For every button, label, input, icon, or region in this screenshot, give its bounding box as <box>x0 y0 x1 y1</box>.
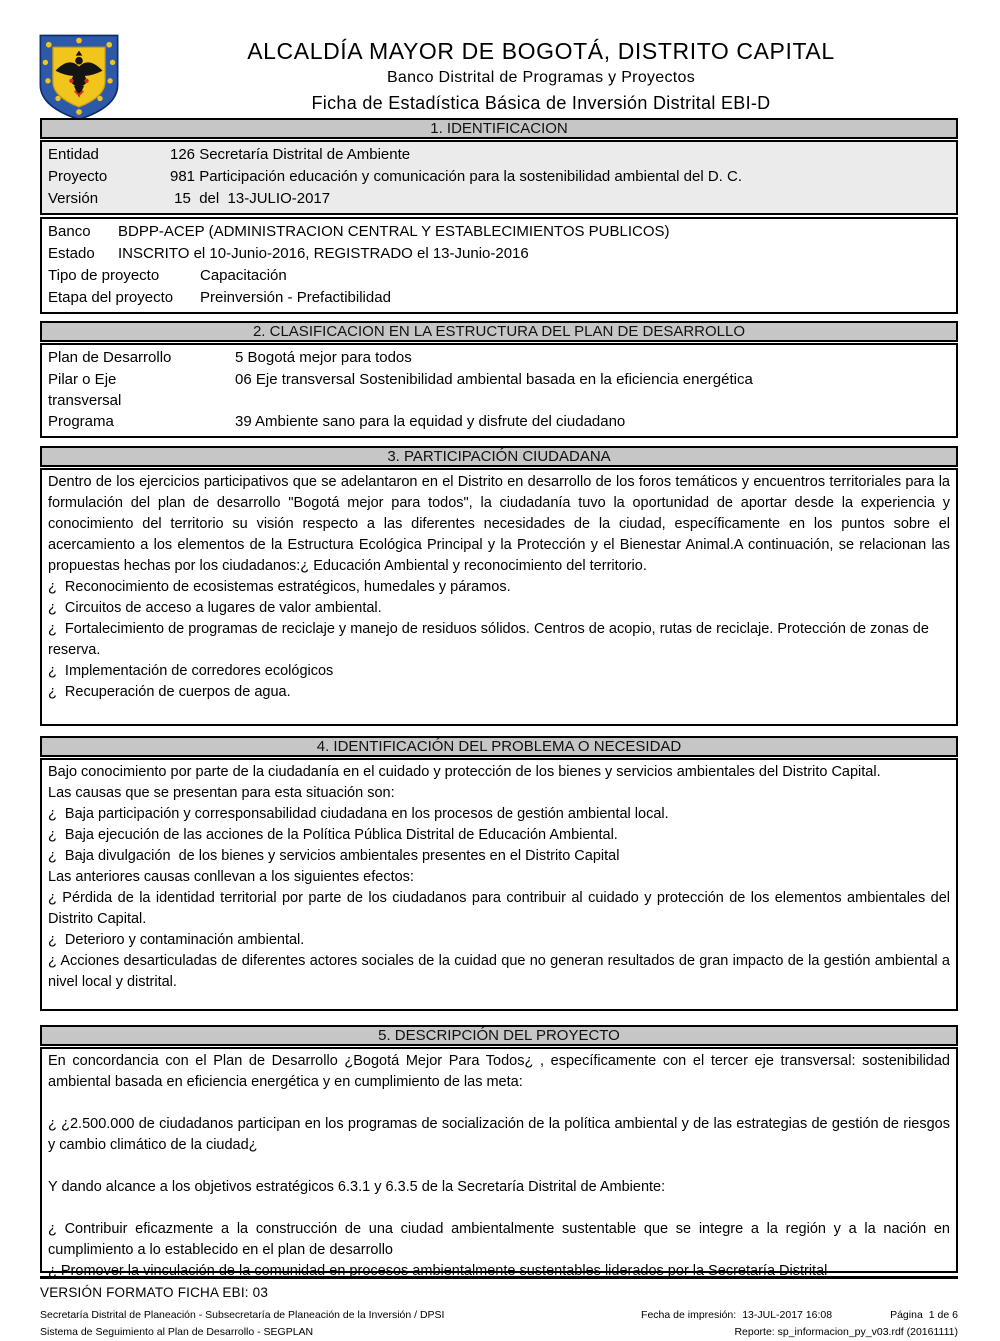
version-value: 15 del 13-JULIO-2017 <box>170 190 331 207</box>
entidad-value: 126 Secretaría Distrital de Ambiente <box>170 146 411 163</box>
programa-value: 39 Ambiente sano para la equidad y disfrute del ciudadano <box>235 413 626 430</box>
section-3-header-bar: 3. PARTICIPACIÓN CIUDADANA <box>40 446 958 467</box>
participacion-item: ¿ Recuperación de cuerpos de agua. <box>48 684 291 700</box>
estado-value: INSCRITO el 10-Junio-2016, REGISTRADO el 13-Junio-2016 <box>118 245 529 262</box>
footer-right <box>641 1307 958 1341</box>
print-date-label: Fecha de impresión: <box>641 1309 737 1321</box>
footer-print-line <box>641 1307 958 1324</box>
footer-report-line: Reporte: sp_informacion_py_v03.rdf (20161111) <box>734 1326 958 1338</box>
programa-label: Programa <box>48 413 114 430</box>
footer-meta <box>40 1307 958 1341</box>
entidad-label: Entidad <box>48 146 99 163</box>
estado-row <box>48 243 950 265</box>
tipo-proyecto-value: Capacitación <box>200 267 287 284</box>
descripcion-box <box>40 1047 958 1279</box>
problema-line: Las anteriores causas conllevan a los siguientes efectos: <box>48 869 414 885</box>
proyecto-value: 981 Participación educación y comunicación para la sostenibilidad ambiental del D. C. <box>170 168 742 185</box>
document-body <box>40 118 958 1341</box>
proyecto-row <box>48 166 950 188</box>
section-4-header-bar: 4. IDENTIFICACIÓN DEL PROBLEMA O NECESIDAD <box>40 736 958 757</box>
version-label: Versión <box>48 190 99 207</box>
document-header <box>122 38 960 114</box>
section-2-header-bar: 2. CLASIFICACION EN LA ESTRUCTURA DEL PLAN DE DESARROLLO <box>40 321 958 342</box>
format-version: VERSIÓN FORMATO FICHA EBI: 03 <box>40 1285 269 1300</box>
pilar-eje-value: 06 Eje transversal Sostenibilidad ambiental basada en la eficiencia energética <box>235 371 753 388</box>
etapa-proyecto-value: Preinversión - Prefactibilidad <box>200 289 391 306</box>
descripcion-paragraph: ¿ ¿2.500.000 de ciudadanos participan en los programas de socialización de la política ambiental y de las estrategias de gestión de riesgos y cambio climático de la ciudad¿ <box>48 1116 950 1153</box>
org-title: ALCALDÍA MAYOR DE BOGOTÁ, DISTRITO CAPITAL <box>247 38 835 64</box>
participacion-box <box>40 468 958 726</box>
problema-line: Las causas que se presentan para esta situación son: <box>48 785 395 801</box>
problema-box <box>40 758 958 1011</box>
identification-bottom-box <box>40 217 958 314</box>
program-bank-subtitle: Banco Distrital de Programas y Proyectos <box>386 69 696 86</box>
problema-line: ¿ Baja participación y corresponsabilidad ciudadana en los procesos de gestión ambiental local. <box>48 806 669 822</box>
problema-line: ¿ Deterioro y contaminación ambiental. <box>48 932 305 948</box>
plan-desarrollo-row <box>48 347 950 369</box>
plan-desarrollo-label: Plan de Desarrollo <box>48 349 172 366</box>
page-label: Página <box>890 1309 923 1321</box>
participacion-item: ¿ Circuitos de acceso a lugares de valor ambiental. <box>48 600 382 616</box>
participacion-item: ¿ Reconocimiento de ecosistemas estratégicos, humedales y páramos. <box>48 579 511 595</box>
descripcion-paragraph: ¿ Contribuir eficazmente a la construcción de una ciudad ambientalmente sustentable que se integre a la región y a la nación en cumplimiento a lo establecido en el plan de desarrollo <box>48 1221 950 1258</box>
descripcion-paragraph: ¿ Promover la vinculación de la comunidad en procesos ambientalmente sustentables liderados por la Secretaría Distrital <box>48 1263 828 1279</box>
plan-desarrollo-value: 5 Bogotá mejor para todos <box>235 349 412 366</box>
problema-line: ¿ Pérdida de la identidad territorial por parte de los ciudadanos para contribuir al cuidado y protección de los elementos ambientales del Distrito Capital. <box>48 890 950 927</box>
print-date-value: 13-JUL-2017 16:08 <box>742 1309 833 1321</box>
bogota-coat-of-arms-logo <box>37 33 121 122</box>
pilar-eje-label: Pilar o Eje transversal <box>48 371 122 409</box>
banco-row <box>48 221 950 243</box>
banco-value: BDPP-ACEP (ADMINISTRACION CENTRAL Y ESTABLECIMIENTOS PUBLICOS) <box>118 223 670 240</box>
entidad-row <box>48 144 950 166</box>
problema-line: ¿ Baja divulgación de los bienes y servicios ambientales presentes en el Distrito Capital <box>48 848 620 864</box>
document-type-title: Ficha de Estadística Básica de Inversión Distrital EBI-D <box>311 93 771 113</box>
tipo-proyecto-row <box>48 265 950 287</box>
etapa-proyecto-label: Etapa del proyecto <box>48 289 174 306</box>
classification-box <box>40 343 958 438</box>
footer-system-line: Sistema de Seguimiento al Plan de Desarrollo - SEGPLAN <box>40 1326 314 1338</box>
version-row <box>48 188 950 210</box>
etapa-proyecto-row <box>48 287 950 309</box>
participacion-item: ¿ Fortalecimiento de programas de reciclaje y manejo de residuos sólidos. Centros de acopio, rutas de reciclaje. Protección de zonas de reserva. <box>48 621 933 658</box>
estado-label: Estado <box>48 245 95 262</box>
identification-top-box <box>40 140 958 215</box>
pilar-eje-row <box>48 369 950 411</box>
section-5-header-bar: 5. DESCRIPCIÓN DEL PROYECTO <box>40 1025 958 1046</box>
descripcion-paragraph: Y dando alcance a los objetivos estratégicos 6.3.1 y 6.3.5 de la Secretaría Distrital de Ambiente: <box>48 1179 666 1195</box>
page-number: 1 de 6 <box>928 1309 958 1321</box>
problema-line: ¿ Acciones desarticuladas de diferentes actores sociales de la cuidad que no generan resultados de gran impacto de la gestión ambiental a nivel local y distrital. <box>48 953 950 990</box>
proyecto-label: Proyecto <box>48 168 108 185</box>
descripcion-paragraph: En concordancia con el Plan de Desarrollo ¿Bogotá Mejor Para Todos¿ , específicamente con el tercer eje transversal: sostenibilidad ambiental basada en eficiencia energética y en cumplimiento de las meta: <box>48 1053 950 1090</box>
programa-row <box>48 411 950 433</box>
problema-line: ¿ Baja ejecución de las acciones de la Política Pública Distrital de Educación Ambiental. <box>48 827 618 843</box>
footer-left <box>40 1307 444 1341</box>
banco-label: Banco <box>48 223 91 240</box>
footer-entity-line: Secretaría Distrital de Planeación - Subsecretaría de Planeación de la Inversión / DPSI <box>40 1309 445 1321</box>
problema-line: Bajo conocimiento por parte de la ciudadanía en el cuidado y protección de los bienes y servicios ambientales del Distrito Capital. <box>48 764 881 780</box>
section-1-header-bar: 1. IDENTIFICACION <box>40 118 958 139</box>
tipo-proyecto-label: Tipo de proyecto <box>48 267 160 284</box>
participacion-paragraph: Dentro de los ejercicios participativos que se adelantaron en el Distrito en desarrollo de los foros temáticos y encuentros territoriales para la formulación del plan de desarrollo "Bogotá mejor para todos", la ciudadanía tuvo la oportunidad de aportar desde la experiencia y conocimiento del territorio su visión respecto a las diferentes necesidades de la ciudad, específicamente en los puntos sobre el acercamiento a los elementos de la Estructura Ecológica Principal y la Protección y el Bienestar Animal.A continuación, se relacionan las propuestas hechas por los ciudadanos:¿ Educación Ambiental y reconocimiento del territorio. <box>48 474 950 574</box>
participacion-item: ¿ Implementación de corredores ecológicos <box>48 663 334 679</box>
